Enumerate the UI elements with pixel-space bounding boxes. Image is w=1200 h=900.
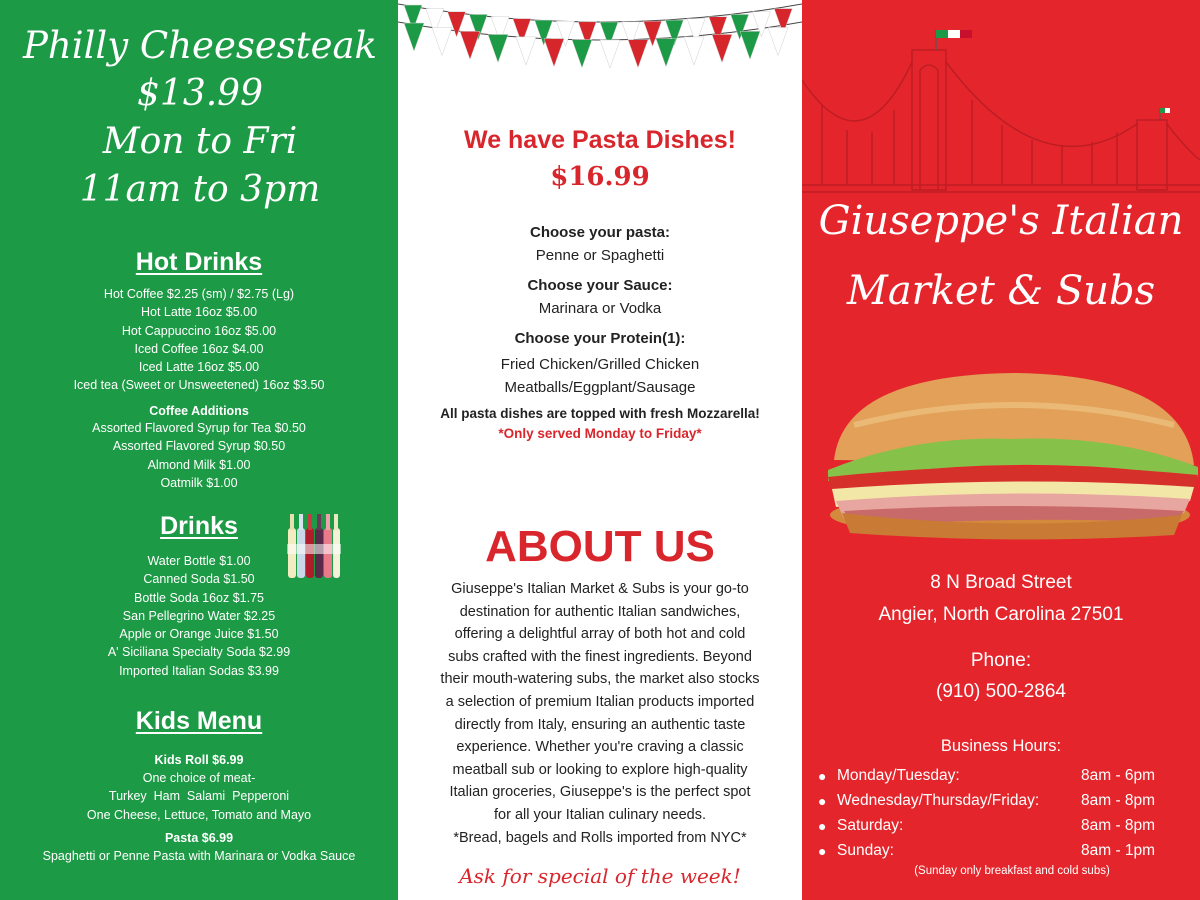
hours-day: Wednesday/Thursday/Friday: (837, 791, 1040, 809)
phone-number[interactable]: (910) 500-2864 (936, 681, 1066, 702)
kids-roll-heading: Kids Roll $6.99 (154, 753, 244, 767)
hours-row (818, 788, 1188, 813)
kids-pasta-details: Spaghetti or Penne Pasta with Marinara or Vodka Sauce (42, 849, 356, 863)
sauce-options: Marinara or Vodka (538, 300, 662, 317)
store-name (802, 186, 1200, 326)
hot-drinks-heading: Hot Drinks (135, 248, 263, 276)
list-item: A' Siciliana Specialty Soda $2.99 (107, 645, 291, 660)
store-name-line-2: Market & Subs (846, 268, 1156, 314)
bullet-icon: ● (818, 767, 827, 784)
about-line: destination for authentic Italian sandwiches, (459, 603, 741, 620)
bunting-flag (432, 28, 452, 56)
about-line: meatball sub or looking to explore high-quality (452, 761, 748, 778)
kids-menu-heading: Kids Menu (135, 707, 263, 735)
list-item: Iced Latte 16oz $5.00 (138, 360, 260, 375)
bunting-flag (572, 40, 592, 68)
list-item: Hot Cappuccino 16oz $5.00 (121, 323, 277, 338)
about-line: directly from Italy, ensuring an authentic taste (454, 716, 746, 733)
protein-line: Fried Chicken/Grilled Chicken (500, 356, 700, 373)
pasta-options: Penne or Spaghetti (535, 247, 665, 264)
hours-day: Monday/Tuesday: (837, 766, 960, 784)
choose-protein-heading: Choose your Protein(1): (514, 330, 686, 347)
choose-sauce-heading: Choose your Sauce: (527, 277, 673, 294)
about-line: for all your Italian culinary needs. (494, 806, 706, 823)
hours-time: 8am - 8pm (1081, 791, 1156, 809)
kids-pasta-heading: Pasta $6.99 (164, 831, 234, 845)
list-item: Water Bottle $1.00 (147, 554, 251, 568)
sub-sandwich-image (814, 365, 1200, 545)
bunting-flag (684, 37, 704, 65)
list-item: San Pellegrino Water $2.25 (122, 608, 276, 623)
address-line-2: Angier, North Carolina 27501 (878, 604, 1124, 625)
bunting-flag (488, 34, 508, 62)
promo-line-4: 11am to 3pm (79, 169, 321, 210)
list-item: Hot Latte 16oz $5.00 (140, 305, 258, 320)
bunting-flag (516, 37, 536, 65)
promo-line-3: Mon to Fri (102, 121, 298, 162)
address-line-1: 8 N Broad Street (930, 572, 1072, 593)
about-us-heading: ABOUT US (485, 522, 715, 571)
hours-time: 8am - 8pm (1081, 816, 1156, 834)
coffee-additions-heading: Coffee Additions (149, 404, 249, 418)
about-line: their mouth-watering subs, the market also stocks (440, 671, 760, 688)
list-item: Canned Soda $1.50 (143, 572, 255, 587)
bunting-flag (656, 39, 676, 67)
special-of-week-note: Ask for special of the week! (459, 864, 741, 888)
list-item: Turkey Ham Salami Pepperoni (108, 789, 290, 804)
about-us-text (422, 578, 778, 849)
about-line: subs crafted with the finest ingredients. Beyond (448, 648, 752, 665)
promo-line-2: $13.99 (137, 73, 263, 114)
bunting-flag (768, 28, 788, 56)
right-panel (802, 0, 1200, 900)
store-name-line-1: Giuseppe's Italian (818, 198, 1184, 244)
bridge-illustration (802, 20, 1200, 210)
protein-line: Meatballs/Eggplant/Sausage (504, 379, 696, 396)
bunting-flag (600, 40, 620, 68)
cheesesteak-promo (20, 22, 380, 214)
choose-pasta-heading: Choose your pasta: (529, 224, 671, 241)
kids-roll-details (0, 769, 398, 824)
business-hours-list (818, 763, 1188, 863)
list-item: Almond Milk $1.00 (147, 457, 251, 472)
italian-flag-bunting (398, 0, 802, 90)
list-item: Hot Coffee $2.25 (sm) / $2.75 (Lg) (103, 287, 295, 301)
about-line: *Bread, bagels and Rolls imported from NYC* (453, 829, 747, 846)
business-hours-heading: Business Hours: (940, 737, 1062, 755)
hot-drinks-list (0, 285, 398, 395)
hours-row (818, 813, 1188, 838)
about-line: Italian groceries, Giuseppe's is the perfect spot (449, 784, 751, 801)
mozzarella-note: All pasta dishes are topped with fresh Mozzarella! (440, 406, 760, 421)
list-item: Bottle Soda 16oz $1.75 (134, 590, 264, 605)
list-item: Imported Italian Sodas $3.99 (119, 663, 279, 678)
hours-row (818, 838, 1188, 863)
weekday-only-note: *Only served Monday to Friday* (498, 426, 702, 441)
hours-day: Saturday: (837, 816, 904, 834)
list-item: One choice of meat- (142, 771, 256, 785)
bunting-flag (712, 34, 732, 62)
hours-time: 8am - 6pm (1081, 766, 1156, 784)
left-panel (0, 0, 398, 900)
about-line: offering a delightful array of both hot and cold (454, 626, 746, 643)
sunday-note: (Sunday only breakfast and cold subs) (914, 865, 1110, 877)
bullet-icon: ● (818, 817, 827, 834)
hours-time: 8am - 1pm (1081, 841, 1156, 859)
list-item: Assorted Flavored Syrup $0.50 (112, 439, 286, 454)
list-item: Apple or Orange Juice $1.50 (119, 627, 279, 642)
coffee-additions-list (0, 419, 398, 492)
pasta-dishes-title: We have Pasta Dishes! (464, 126, 736, 154)
hours-day: Sunday: (837, 841, 894, 859)
list-item: Iced tea (Sweet or Unsweetened) 16oz $3.50 (73, 378, 325, 393)
bunting-flag (544, 39, 564, 67)
bunting-flag (628, 40, 648, 68)
bullet-icon: ● (818, 842, 827, 859)
protein-options (398, 353, 802, 399)
list-item: One Cheese, Lettuce, Tomato and Mayo (86, 807, 312, 822)
phone-label: Phone: (970, 650, 1032, 671)
bunting-flag (460, 31, 480, 59)
about-line: experience. Whether you're craving a classic (456, 739, 744, 756)
bunting-flag (404, 23, 424, 51)
drinks-heading: Drinks (160, 512, 238, 540)
drinks-list (0, 552, 398, 680)
pasta-price: $16.99 (550, 162, 650, 192)
hours-row (818, 763, 1188, 788)
middle-panel (398, 0, 802, 900)
list-item: Assorted Flavored Syrup for Tea $0.50 (92, 421, 306, 435)
about-line: a selection of premium Italian products imported (445, 693, 755, 710)
bullet-icon: ● (818, 792, 827, 809)
about-line: Giuseppe's Italian Market & Subs is your go-to (451, 581, 749, 597)
bunting-flag (740, 31, 760, 59)
list-item: Iced Coffee 16oz $4.00 (134, 341, 264, 356)
promo-line-1: Philly Cheesesteak (23, 24, 377, 67)
list-item: Oatmilk $1.00 (160, 475, 238, 490)
